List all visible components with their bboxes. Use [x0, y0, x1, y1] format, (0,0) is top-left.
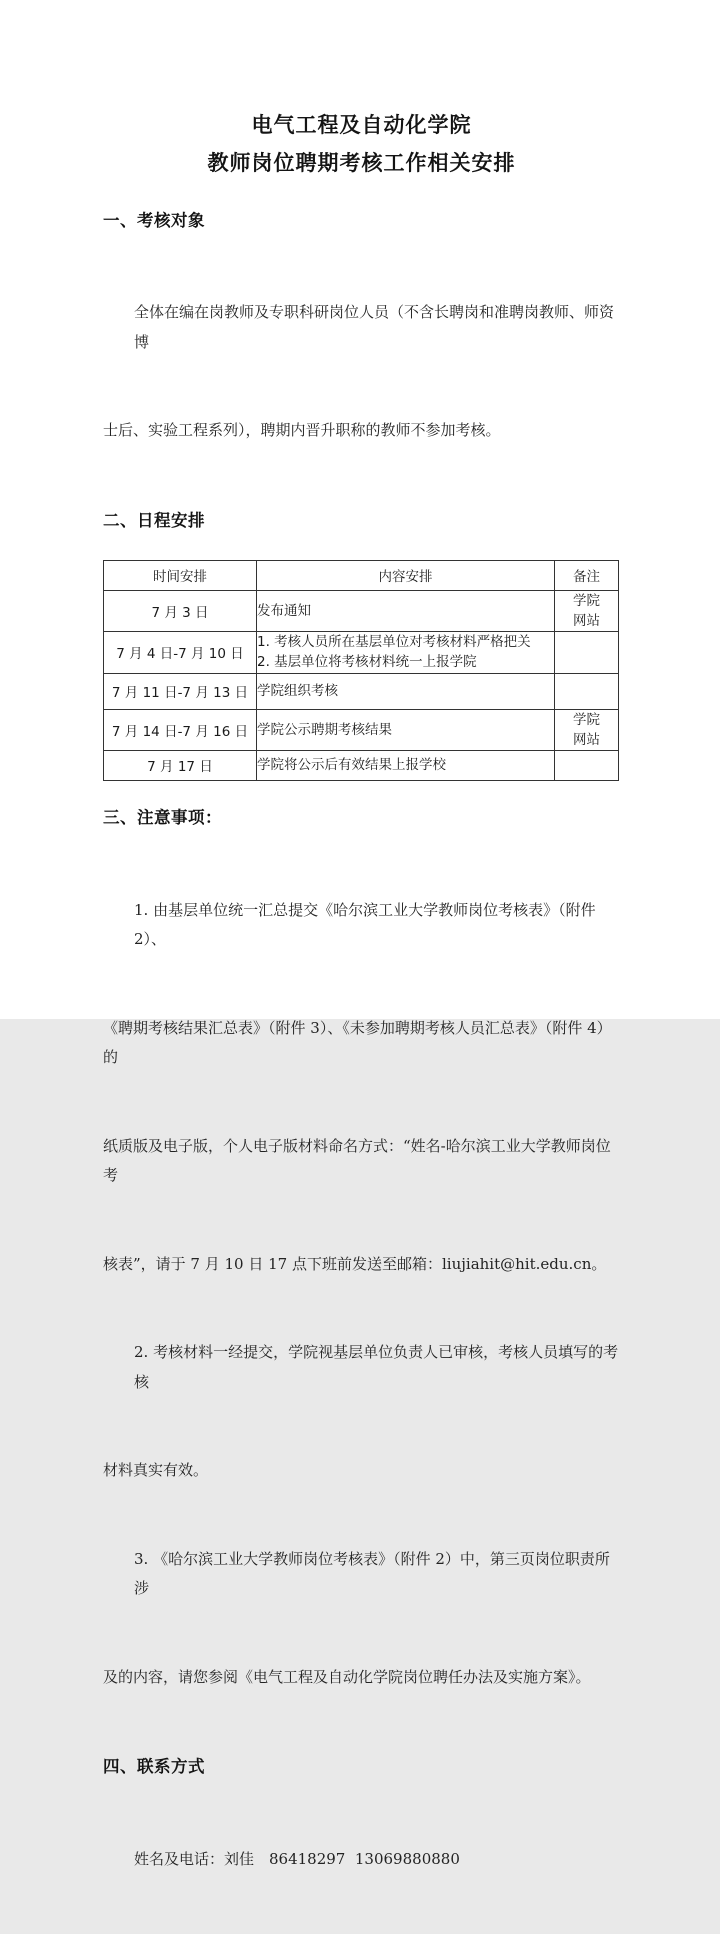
cell-content	[257, 631, 555, 673]
paragraph-line: 核表”，请于 7 月 10 日 17 点下班前发送至邮箱：liujiahit@hit.edu.cn。	[103, 1254, 607, 1273]
cell-time: 7 月 4 日-7 月 10 日	[104, 631, 257, 673]
document-title	[103, 106, 620, 182]
paragraph-line: 1. 由基层单位统一汇总提交《哈尔滨工业大学教师岗位考核表》（附件 2）、	[134, 900, 601, 948]
paragraph-line: 士后、实验工程系列），聘期内晋升职称的教师不参加考核。	[103, 421, 501, 439]
cell-note	[555, 750, 619, 780]
table-row	[104, 590, 619, 631]
cell-content	[257, 750, 555, 780]
cell-time: 7 月 3 日	[104, 590, 257, 631]
section1-paragraph	[103, 239, 620, 505]
paragraph-line: 3. 《哈尔滨工业大学教师岗位考核表》（附件 2）中，第三页岗位职责所涉	[134, 1549, 610, 1597]
schedule-table	[103, 560, 619, 781]
cell-time: 7 月 14 日-7 月 16 日	[104, 709, 257, 750]
contact-line: 姓名及电话：刘佳 86418297 13069880880	[134, 1850, 460, 1868]
column-header-time: 时间安排	[104, 560, 257, 590]
paragraph-line: 及的内容，请您参阅《电气工程及自动化学院岗位聘任办法及实施方案》。	[103, 1667, 591, 1686]
paragraph-line: 纸质版及电子版，个人电子版材料命名方式：“姓名-哈尔滨工业大学教师岗位考	[103, 1136, 611, 1184]
cell-content-line: 2. 基层单位将考核材料统一上报学院	[257, 654, 477, 670]
cell-note-line: 网站	[573, 731, 600, 748]
cell-note	[555, 709, 619, 750]
section3-paragraphs	[103, 837, 620, 1752]
cell-note	[555, 631, 619, 673]
column-header-note: 备注	[555, 560, 619, 590]
cell-content	[257, 709, 555, 750]
cell-note	[555, 590, 619, 631]
cell-time: 7 月 17 日	[104, 750, 257, 780]
cell-note-line: 学院	[573, 592, 600, 609]
section-heading-notes: 三、注意事项：	[103, 807, 222, 827]
cell-content-line: 学院公示聘期考核结果	[257, 721, 392, 738]
table-row	[104, 709, 619, 750]
cell-note-line: 学院	[573, 711, 600, 728]
cell-content	[257, 590, 555, 631]
cell-content-line: 学院将公示后有效结果上报学校	[257, 757, 446, 773]
section-heading-contact: 四、联系方式	[103, 1757, 205, 1776]
title-line-2: 教师岗位聘期考核工作相关安排	[207, 150, 516, 175]
cell-content-line: 1. 考核人员所在基层单位对考核材料严格把关	[257, 634, 531, 650]
cell-content-line: 学院组织考核	[257, 683, 338, 699]
table-row	[104, 631, 619, 673]
paragraph-line: 材料真实有效。	[103, 1461, 209, 1479]
cell-note-line: 网站	[573, 612, 600, 629]
document-content	[103, 0, 620, 1934]
cell-content-line: 发布通知	[257, 602, 311, 619]
paragraph-line: 全体在编在岗教师及专职科研岗位人员（不含长聘岗和准聘岗教师、师资博	[134, 303, 615, 351]
contact-line-wrap	[103, 1786, 620, 1934]
cell-content	[257, 673, 555, 709]
title-line-1: 电气工程及自动化学院	[251, 112, 472, 137]
cell-note	[555, 673, 619, 709]
table-row	[104, 750, 619, 780]
section-heading-assessment-targets: 一、考核对象	[103, 211, 205, 230]
table-header-row	[104, 560, 619, 590]
column-header-content: 内容安排	[257, 560, 555, 590]
paragraph-line: 《聘期考核结果汇总表》（附件 3）、《未参加聘期考核人员汇总表》（附件 4）的	[103, 1018, 612, 1066]
table-row	[104, 673, 619, 709]
section-heading-schedule: 二、日程安排	[103, 510, 205, 530]
cell-time: 7 月 11 日-7 月 13 日	[104, 673, 257, 709]
paragraph-line: 2. 考核材料一经提交，学院视基层单位负责人已审核，考核人员填写的考核	[134, 1343, 619, 1391]
